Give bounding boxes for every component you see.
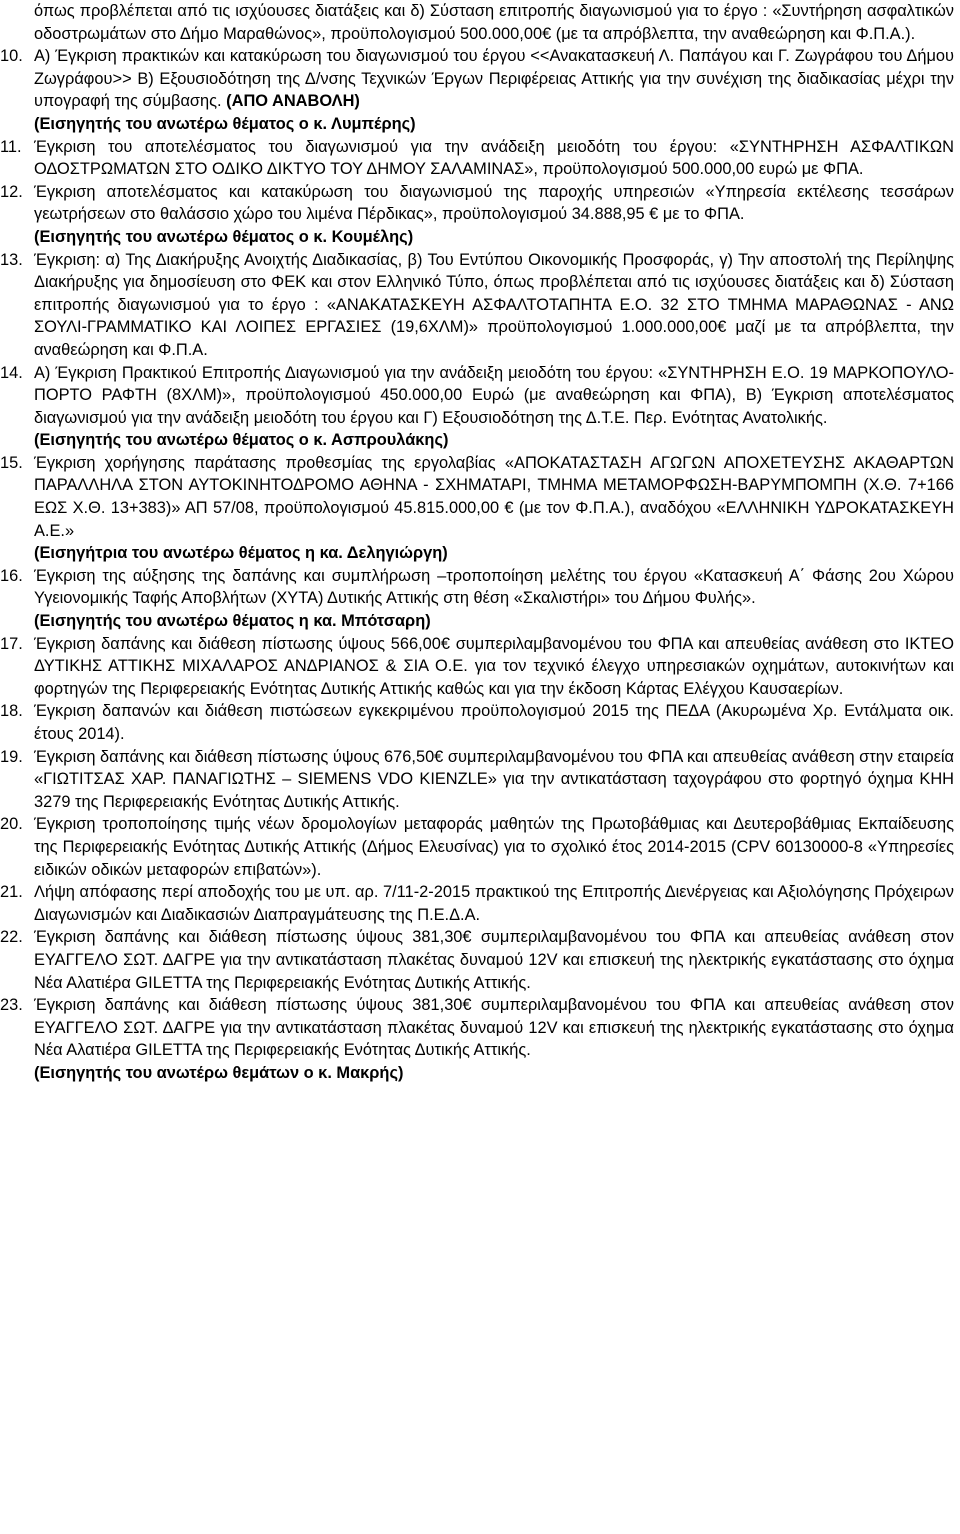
agenda-item-20 bbox=[0, 813, 954, 881]
item-number: 19. bbox=[0, 747, 23, 766]
item-text: όπως προβλέπεται από τις ισχύουσες διατάξεις και δ) Σύσταση επιτροπής διαγωνισμού για το έργο : «Συντήρηση ασφαλτικών οδοστρωμάτων στο Δήμο Μαραθώνος», προϋπολογισμού 500.000,00€ (με τα απρόβλεπτα, την αναθεώρηση και Φ.Π.Α.). bbox=[34, 2, 954, 43]
item-sponsor: (Εισηγητής του ανωτέρω θέματος ο κ. Ασπρουλάκης) bbox=[34, 431, 449, 450]
item-text: Έγκριση δαπάνης και διάθεση πίστωσης ύψους 381,30€ συμπεριλαμβανομένου του ΦΠΑ και απευθείας ανάθεση στον ΕΥΑΓΓΕΛΟ ΣΩΤ. ΔΑΓΡΕ για την αντικατάσταση πλακέτας δυναμού 12V και επισκευή της ηλεκτρικής εγκατάστασης στο όχημα Νέα Αλατιέρα GILETTA της Περιφερειακής Ενότητας Δυτικής Αττικής. bbox=[34, 928, 954, 992]
item-number: 15. bbox=[0, 453, 23, 472]
item-number: 20. bbox=[0, 815, 23, 834]
agenda-item-13 bbox=[0, 249, 954, 362]
agenda-item-22 bbox=[0, 926, 954, 994]
item-sponsor: (Εισηγήτρια του ανωτέρω θέματος η κα. Δεληγιώργη) bbox=[34, 544, 448, 563]
agenda-item-11 bbox=[0, 136, 954, 181]
item-sponsor: (Εισηγητής του ανωτέρω θεμάτων ο κ. Μακρής) bbox=[34, 1063, 404, 1082]
agenda-item-12 bbox=[0, 181, 954, 249]
item-number: 13. bbox=[0, 250, 23, 269]
item-text: Έγκριση τροποποίησης τιμής νέων δρομολογίων μεταφοράς μαθητών της Πρωτοβάθμιας και Δευτεροβάθμιας Εκπαίδευσης της Περιφερειακής Ενότητας Δυτικής Αττικής (Δήμος Ελευσίνας) για το σχολικό έτος 2014-2015 (CPV 60130000-8 «Υπηρεσίες ειδικών οδικών μεταφορών επιβατών»). bbox=[34, 815, 954, 879]
item-sponsor: (Εισηγητής του ανωτέρω θέματος η κα. Μπότσαρη) bbox=[34, 612, 431, 631]
agenda-item-19 bbox=[0, 746, 954, 814]
item-text: Α) Έγκριση πρακτικών και κατακύρωση του διαγωνισμού του έργου <<Ανακατασκευή Λ. Παπάγου και Γ. Ζωγράφου του Δήμου Ζωγράφου>> Β) Εξουσιοδότηση της Δ/νσης Τεχνικών Έργων Περιφέρειας Αττικής για την συνέχιση της διαδικασίας μέχρι την υπογραφή της σύμβασης. bbox=[34, 47, 954, 111]
agenda-item-15 bbox=[0, 452, 954, 565]
item-number: 12. bbox=[0, 182, 23, 201]
item-sponsor: (Εισηγητής του ανωτέρω θέματος ο κ. Λυμπέρης) bbox=[34, 114, 416, 133]
item-number: 21. bbox=[0, 883, 23, 902]
item-text: Έγκριση του αποτελέσματος του διαγωνισμού για την ανάδειξη μειοδότη του έργου: «ΣΥΝΤΗΡΗΣΗ ΑΣΦΑΛΤΙΚΩΝ ΟΔΟΣΤΡΩΜΑΤΩΝ ΣΤΟ ΟΔΙΚΟ ΔΙΚΤΥΟ ΤΟΥ ΔΗΜΟΥ ΣΑΛΑΜΙΝΑΣ», προϋπολογισμού 500.000,00 ευρώ με ΦΠΑ. bbox=[34, 137, 954, 179]
item-text: Έγκριση δαπάνης και διάθεση πίστωσης ύψους 381,30€ συμπεριλαμβανομένου του ΦΠΑ και απευθείας ανάθεση στον ΕΥΑΓΓΕΛΟ ΣΩΤ. ΔΑΓΡΕ για την αντικατάσταση πλακέτας δυναμού 12V και επισκευή της ηλεκτρικής εγκατάστασης στο όχημα Νέα Αλατιέρα GILETTA της Περιφερειακής Ενότητας Δυτικής Αττικής. bbox=[34, 996, 954, 1060]
agenda-item-18 bbox=[0, 700, 954, 745]
agenda-item-21 bbox=[0, 881, 954, 926]
agenda-item-9-continuation bbox=[34, 0, 954, 45]
item-number: 10. bbox=[0, 47, 23, 66]
item-sponsor: (Εισηγητής του ανωτέρω θέματος ο κ. Κουμέλης) bbox=[34, 227, 414, 246]
item-number: 18. bbox=[0, 702, 23, 721]
item-text: Έγκριση δαπανών και διάθεση πιστώσεων εγκεκριμένου προϋπολογισμού 2015 της ΠΕΔΑ (Ακυρωμένα Χρ. Εντάλματα οικ. έτους 2014). bbox=[34, 702, 954, 743]
agenda-item-17 bbox=[0, 633, 954, 701]
agenda-item-14 bbox=[0, 362, 954, 452]
item-text: Α) Έγκριση Πρακτικού Επιτροπής Διαγωνισμού για την ανάδειξη μειοδότη του έργου: «ΣΥΝΤΗΡΗΣΗ Ε.Ο. 19 ΜΑΡΚΟΠΟΥΛΟ-ΠΟΡΤΟ ΡΑΦΤΗ (8ΧΛΜ)», προϋπολογισμού 450.000,00 Ευρώ (με αναθεώρηση και ΦΠΑ), Β) Έγκριση αποτελέσματος διαγωνισμού για την ανάδειξη μειοδότη του έργου και Γ) Εξουσιοδότηση της Δ.Τ.Ε. Περ. Ενότητας Ανατολικής. bbox=[34, 363, 954, 427]
item-number: 23. bbox=[0, 996, 23, 1015]
item-number: 11. bbox=[0, 137, 22, 156]
item-text: Έγκριση δαπάνης και διάθεση πίστωσης ύψους 566,00€ συμπεριλαμβανομένου του ΦΠΑ και απευθείας ανάθεση στο ΙΚΤΕΟ ΔΥΤΙΚΗΣ ΑΤΤΙΚΗΣ ΜΙΧΑΛΑΡΟΣ ΑΝΔΡΙΑΝΟΣ & ΣΙΑ Ο.Ε. για τον τεχνικό έλεγχο υπηρεσιακών οχημάτων, αυτοκινήτων και φορτηγών της Περιφερειακής Ενότητας Δυτικής Αττικής καθώς και για την έκδοση Κάρτας Ελέγχου Καυσαερίων. bbox=[34, 634, 954, 698]
item-text: Λήψη απόφασης περί αποδοχής του με υπ. αρ. 7/11-2-2015 πρακτικού της Επιτροπής Διενέργειας και Αξιολόγησης Πρόχειρων Διαγωνισμών και Διαδικασιών Διαπραγμάτευσης της Π.Ε.Δ.Α. bbox=[34, 883, 954, 924]
agenda-item-23 bbox=[0, 994, 954, 1084]
postponement-note: (ΑΠΟ ΑΝΑΒΟΛΗ) bbox=[226, 92, 360, 111]
agenda-item-16 bbox=[0, 565, 954, 633]
item-number: 14. bbox=[0, 363, 23, 382]
item-number: 22. bbox=[0, 928, 23, 947]
item-text: Έγκριση δαπάνης και διάθεση πίστωσης ύψους 676,50€ συμπεριλαμβανομένου του ΦΠΑ και απευθείας ανάθεση στην εταιρεία «ΓΙΩΤΙΤΣΑΣ ΧΑΡ. ΠΑΝΑΓΙΩΤΗΣ – SIEMENS VDO KIENZLE» για την αντικατάσταση ταχογράφου στο φορτηγό όχημα ΚΗΗ 3279 της Περιφερειακής Ενότητας Δυτικής Αττικής. bbox=[34, 747, 954, 811]
item-text: Έγκριση: α) Της Διακήρυξης Ανοιχτής Διαδικασίας, β) Του Εντύπου Οικονομικής Προσφοράς, γ) Την αποστολή της Περίληψης Διακήρυξης για δημοσίευση στο ΦΕΚ και στον Ελληνικό Τύπο, όπως προβλέπεται από τις ισχύουσες διατάξεις και δ) Σύσταση επιτροπής διαγωνισμού για το έργο : «ΑΝΑΚΑΤΑΣΚΕΥΗ ΑΣΦΑΛΤΟΤΑΠΗΤΑ Ε.Ο. 32 ΣΤΟ ΤΜΗΜΑ ΜΑΡΑΘΩΝΑΣ - ΑΝΩ ΣΟΥΛΙ-ΓΡΑΜΜΑΤΙΚΟ ΚΑΙ ΛΟΙΠΕΣ ΕΡΓΑΣΙΕΣ (19,6ΧΛΜ)» προϋπολογισμού 1.000.000,00€ μαζί με τα απρόβλεπτα, την αναθεώρηση και Φ.Π.Α. bbox=[34, 250, 954, 359]
item-number: 16. bbox=[0, 566, 23, 585]
item-number: 17. bbox=[0, 634, 23, 653]
item-text: Έγκριση αποτελέσματος και κατακύρωση του διαγωνισμού της παροχής υπηρεσιών «Υπηρεσία εκτέλεσης τεσσάρων γεωτρήσεων στο θαλάσσιο χώρο του λιμένα Πέρδικας», προϋπολογισμού 34.888,95 € με το ΦΠΑ. bbox=[34, 182, 954, 224]
agenda-item-10 bbox=[0, 45, 954, 135]
item-text: Έγκριση της αύξησης της δαπάνης και συμπλήρωση –τροποποίηση μελέτης του έργου «Κατασκευή Α΄ Φάσης 2ου Χώρου Υγειονομικής Ταφής Αποβλήτων (ΧΥΤΑ) Δυτικής Αττικής στη θέση «Σκαλιστήρι» του Δήμου Φυλής». bbox=[34, 566, 954, 608]
item-text: Έγκριση χορήγησης παράτασης προθεσμίας της εργολαβίας «ΑΠΟΚΑΤΑΣΤΑΣΗ ΑΓΩΓΩΝ ΑΠΟΧΕΤΕΥΣΗΣ ΑΚΑΘΑΡΤΩΝ ΠΑΡΑΛΛΗΛΑ ΣΤΟΝ ΑΥΤΟΚΙΝΗΤΟΔΡΟΜΟ ΑΘΗΝΑ - ΣΧΗΜΑΤΑΡΙ, ΤΜΗΜΑ ΜΕΤΑΜΟΡΦΩΣΗ-ΒΑΡΥΜΠΟΜΠΗ (Χ.Θ. 7+166 ΕΩΣ Χ.Θ. 13+383)» ΑΠ 57/08, προϋπολογισμού 45.815.000,00 € (με τον Φ.Π.Α.), αναδόχου «ΕΛΛΗΝΙΚΗ ΥΔΡΟΚΑΤΑΣΚΕΥΗ Α.Ε.» bbox=[34, 453, 954, 540]
